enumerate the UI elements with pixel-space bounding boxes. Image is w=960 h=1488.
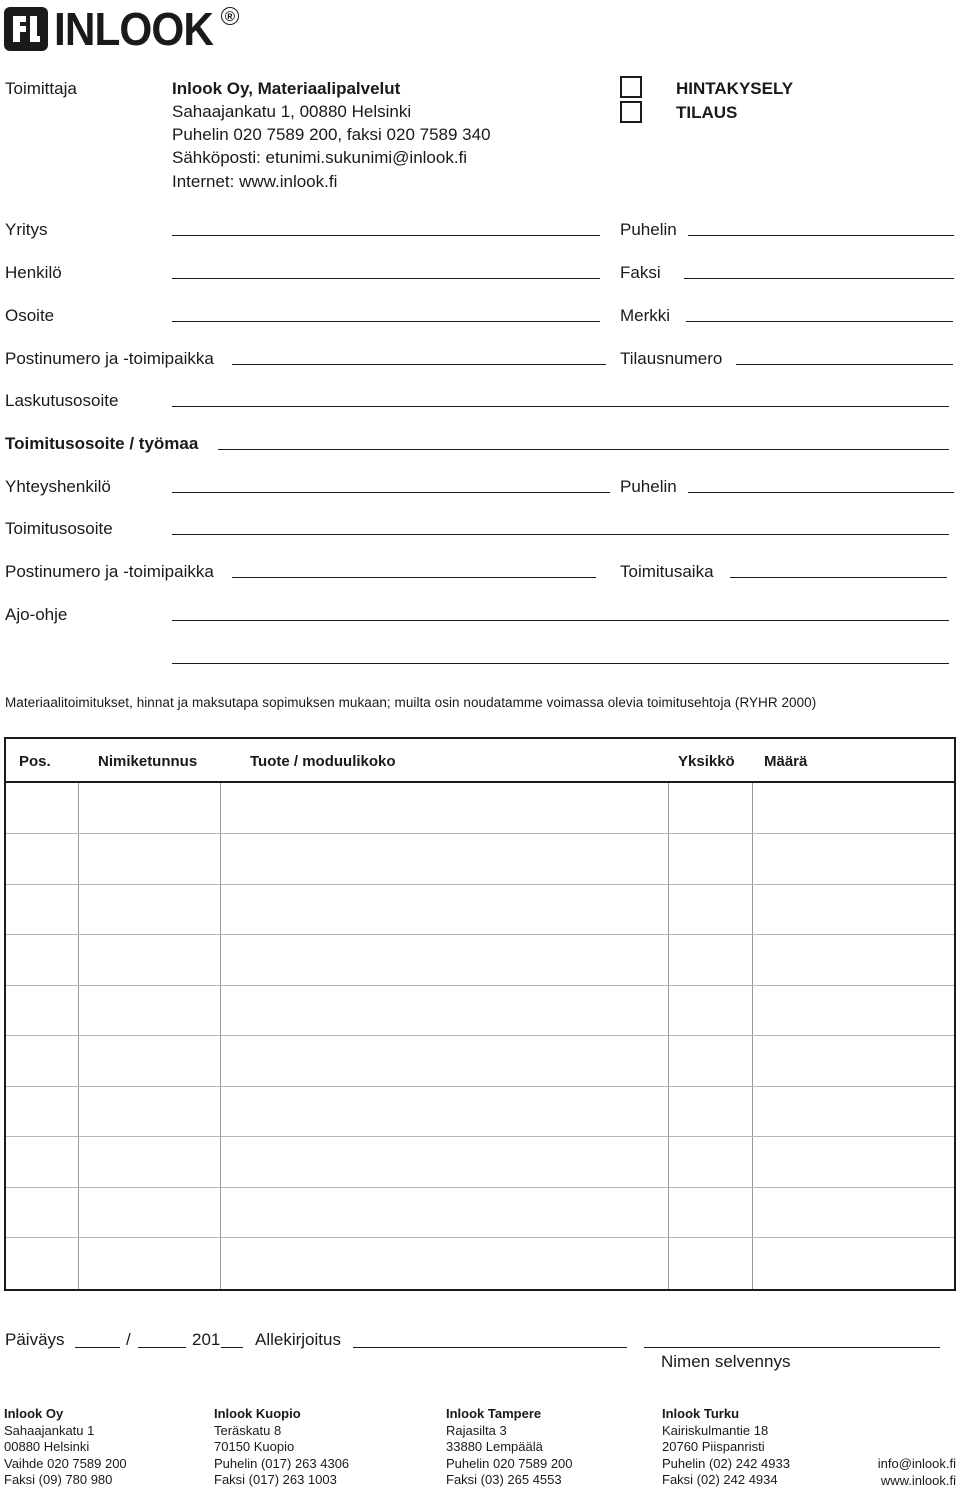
office-line: 33880 Lempäälä	[446, 1439, 543, 1455]
logo-wordmark: INLOOK	[54, 3, 214, 55]
mark-label: Merkki	[620, 306, 671, 325]
address-label: Osoite	[5, 306, 55, 325]
postal-field[interactable]	[232, 364, 606, 365]
date-year-prefix: 201	[192, 1330, 221, 1349]
office-helsinki	[4, 1406, 127, 1488]
date-slash: /	[126, 1330, 131, 1349]
supplier-name: Inlook Oy, Materiaalipalvelut	[172, 79, 401, 98]
address-field[interactable]	[172, 321, 600, 322]
office-line: Puhelin (017) 263 4306	[214, 1455, 350, 1471]
order-number-label: Tilausnumero	[620, 349, 723, 368]
office-line: Puhelin (02) 242 4933	[662, 1455, 790, 1471]
table-row[interactable]	[6, 884, 954, 885]
column-divider	[668, 783, 669, 1289]
company-field[interactable]	[172, 235, 600, 236]
name-clarification-field[interactable]	[644, 1347, 940, 1348]
date-day-field[interactable]	[75, 1347, 120, 1348]
office-line: 00880 Helsinki	[4, 1439, 90, 1455]
billing-field[interactable]	[172, 406, 949, 407]
table-row[interactable]	[6, 833, 954, 834]
name-clarification-label: Nimen selvennys	[661, 1352, 791, 1371]
inlook-logo-mark-icon	[4, 7, 48, 51]
delivery-address-label: Toimitusosoite	[5, 519, 113, 538]
contact-field[interactable]	[172, 492, 610, 493]
table-row[interactable]	[6, 1187, 954, 1188]
table-row[interactable]	[6, 1086, 954, 1087]
delivery-address-field[interactable]	[172, 534, 949, 535]
company-label: Yritys	[5, 220, 48, 239]
order-table	[4, 737, 956, 1291]
postal2-field[interactable]	[232, 577, 596, 578]
table-row[interactable]	[6, 1237, 954, 1238]
phone-field[interactable]	[688, 235, 954, 236]
price-inquiry-checkbox[interactable]	[620, 76, 642, 98]
office-line: Puhelin 020 7589 200	[446, 1455, 573, 1471]
signature-field[interactable]	[353, 1347, 627, 1348]
mark-field[interactable]	[686, 321, 953, 322]
phone-label: Puhelin	[620, 220, 677, 239]
directions-field-2[interactable]	[172, 663, 949, 664]
office-line: Teräskatu 8	[214, 1422, 282, 1438]
office-tampere	[446, 1406, 573, 1488]
supplier-internet: Internet: www.inlook.fi	[172, 172, 338, 191]
delivery-time-field[interactable]	[730, 577, 947, 578]
office-line: Faksi (03) 265 4553	[446, 1472, 562, 1488]
table-row[interactable]	[6, 934, 954, 935]
office-name: Inlook Turku	[662, 1406, 740, 1421]
office-kuopio	[214, 1406, 349, 1488]
column-divider	[220, 783, 221, 1289]
office-line: 70150 Kuopio	[214, 1439, 295, 1455]
delivery-time-label: Toimitusaika	[620, 562, 714, 581]
column-pos: Pos.	[19, 753, 51, 770]
date-month-field[interactable]	[138, 1347, 186, 1348]
supplier-address: Sahaajankatu 1, 00880 Helsinki	[172, 102, 412, 121]
contact-web	[878, 1456, 956, 1488]
office-line: Faksi (017) 263 1003	[214, 1472, 337, 1488]
delivery-site-field[interactable]	[218, 449, 949, 450]
office-line: Rajasilta 3	[446, 1422, 507, 1438]
office-name: Inlook Kuopio	[214, 1406, 301, 1421]
column-item-code: Nimiketunnus	[98, 753, 198, 770]
office-line: 20760 Piispanristi	[662, 1439, 765, 1455]
column-product: Tuote / moduulikoko	[250, 753, 396, 770]
phone2-field[interactable]	[688, 492, 954, 493]
fax-label: Faksi	[620, 263, 661, 282]
order-label: TILAUS	[676, 103, 738, 122]
date-year-field[interactable]	[221, 1347, 243, 1348]
terms-text: Materiaalitoimitukset, hinnat ja maksutapa sopimuksen mukaan; muilta osin noudatamme voimassa olevia toimitusehtoja (RYHR 2000)	[5, 695, 817, 710]
supplier-email: Sähköposti: etunimi.sukunimi@inlook.fi	[172, 148, 468, 167]
signature-label: Allekirjoitus	[255, 1330, 341, 1349]
inlook-logo	[4, 5, 239, 53]
phone2-label: Puhelin	[620, 477, 677, 496]
contact-web-link[interactable]: www.inlook.fi	[880, 1472, 956, 1488]
office-name: Inlook Oy	[4, 1406, 64, 1421]
registered-mark: ®	[221, 7, 239, 25]
postal-label: Postinumero ja -toimipaikka	[5, 349, 214, 368]
price-inquiry-label: HINTAKYSELY	[676, 79, 794, 98]
postal2-label: Postinumero ja -toimipaikka	[5, 562, 214, 581]
office-line: Faksi (09) 780 980	[4, 1472, 113, 1488]
column-unit: Yksikkö	[678, 753, 735, 770]
supplier-label: Toimittaja	[5, 79, 77, 98]
date-label: Päiväys	[5, 1330, 65, 1349]
order-checkbox[interactable]	[620, 101, 642, 123]
order-number-field[interactable]	[736, 364, 953, 365]
office-line: Sahaajankatu 1	[4, 1422, 95, 1438]
office-turku	[662, 1406, 790, 1488]
directions-field-1[interactable]	[172, 620, 949, 621]
table-header	[6, 739, 954, 783]
table-row[interactable]	[6, 1035, 954, 1036]
contact-email-link[interactable]: info@inlook.fi	[877, 1456, 956, 1471]
person-field[interactable]	[172, 278, 600, 279]
office-line: Kairiskulmantie 18	[662, 1422, 769, 1438]
contact-label: Yhteyshenkilö	[5, 477, 111, 496]
billing-label: Laskutusosoite	[5, 391, 119, 410]
delivery-site-label: Toimitusosoite / työmaa	[5, 434, 199, 453]
person-label: Henkilö	[5, 263, 62, 282]
office-line: Vaihde 020 7589 200	[4, 1455, 127, 1471]
office-name: Inlook Tampere	[446, 1406, 542, 1421]
column-divider	[752, 783, 753, 1289]
office-line: Faksi (02) 242 4934	[662, 1472, 778, 1488]
supplier-phone: Puhelin 020 7589 200, faksi 020 7589 340	[172, 125, 491, 144]
fax-field[interactable]	[684, 278, 954, 279]
column-divider	[78, 783, 79, 1289]
column-quantity: Määrä	[764, 753, 808, 770]
directions-label: Ajo-ohje	[5, 605, 68, 624]
table-row[interactable]	[6, 985, 954, 986]
table-row[interactable]	[6, 1136, 954, 1137]
